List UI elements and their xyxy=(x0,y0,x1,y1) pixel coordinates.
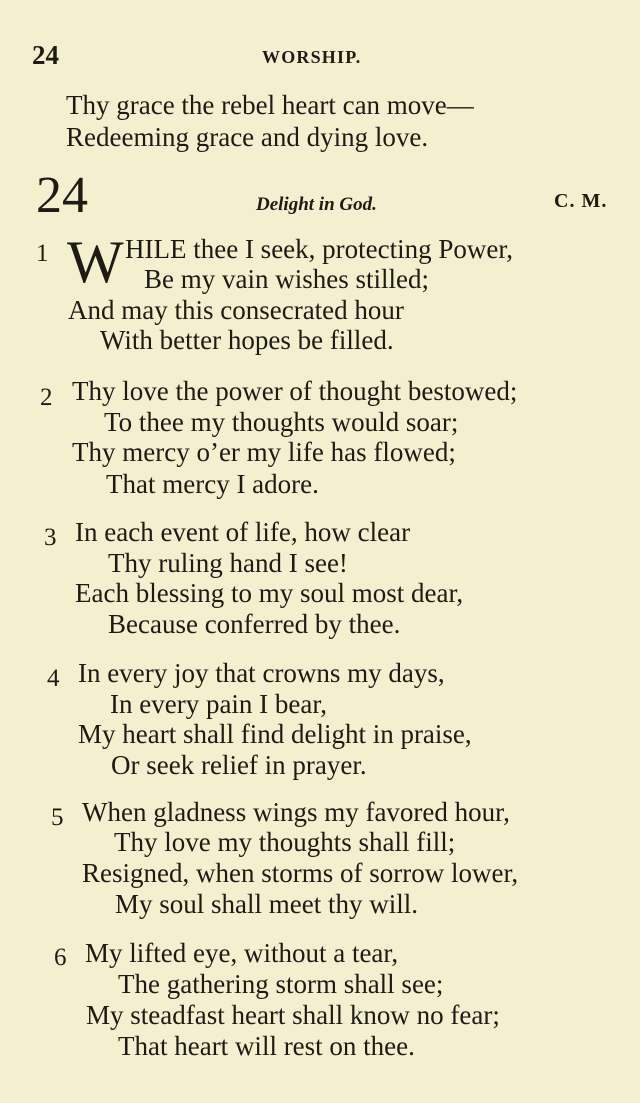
verse-line: To thee my thoughts would soar; xyxy=(104,407,459,437)
verse-line: My lifted eye, without a tear, xyxy=(85,938,399,968)
verse-line: HILE thee I seek, protecting Power, xyxy=(125,234,514,264)
verse-line: Thy mercy o’er my life has flowed; xyxy=(72,437,456,467)
verse-line: In every pain I bear, xyxy=(110,689,328,719)
hymn-meter: C. M. xyxy=(554,190,608,212)
verse-number: 3 xyxy=(44,524,57,551)
hymn-number: 24 xyxy=(36,167,88,224)
verse-line: Thy love my thoughts shall fill; xyxy=(114,827,456,857)
verse-number: 2 xyxy=(40,384,53,411)
drop-cap: W xyxy=(67,229,124,295)
verse-line: Be my vain wishes stilled; xyxy=(144,264,429,294)
verse-line: In every joy that crowns my days, xyxy=(78,658,445,688)
verse-line: Each blessing to my soul most dear, xyxy=(75,578,464,608)
carryover-line: Thy grace the rebel heart can move— xyxy=(66,90,474,120)
verse-line: Thy ruling hand I see! xyxy=(108,548,348,578)
verse-number: 5 xyxy=(51,804,64,831)
verse-line: That heart will rest on thee. xyxy=(118,1031,415,1061)
running-title: WORSHIP. xyxy=(262,47,362,67)
verse-line: The gathering storm shall see; xyxy=(118,969,444,999)
carryover-line: Redeeming grace and dying love. xyxy=(66,122,429,152)
verse-line: My heart shall find delight in praise, xyxy=(78,719,472,749)
verse-line: Because conferred by thee. xyxy=(108,609,401,639)
verse-line: My steadfast heart shall know no fear; xyxy=(86,1000,500,1030)
verse-line: And may this consecrated hour xyxy=(68,295,404,325)
verse-number: 1 xyxy=(36,240,49,267)
verse-number: 6 xyxy=(54,944,67,971)
verse-line: When gladness wings my favored hour, xyxy=(82,797,510,827)
verse-line: Thy love the power of thought bestowed; xyxy=(72,376,518,406)
verse-line: That mercy I adore. xyxy=(106,469,319,499)
verse-line: In each event of life, how clear xyxy=(75,517,411,547)
hymn-title: Delight in God. xyxy=(256,194,377,215)
verse-line: Or seek relief in prayer. xyxy=(111,750,367,780)
verse-line: With better hopes be filled. xyxy=(100,325,394,355)
page-number: 24 xyxy=(32,40,59,70)
verse-number: 4 xyxy=(47,665,60,692)
verse-line: Resigned, when storms of sorrow lower, xyxy=(82,858,519,888)
verse-line: My soul shall meet thy will. xyxy=(115,889,418,919)
